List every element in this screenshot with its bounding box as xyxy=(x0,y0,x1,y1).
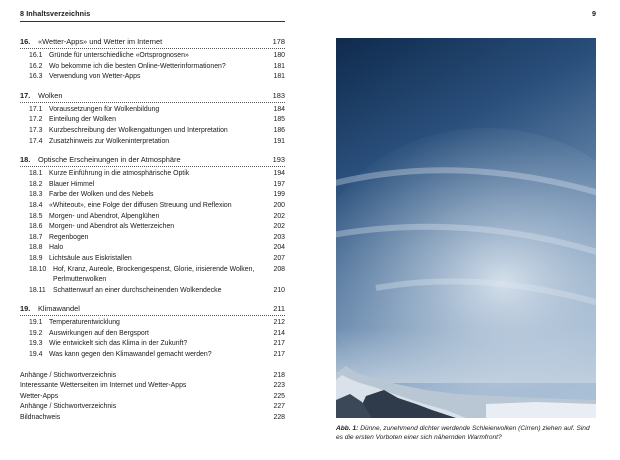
section-title: Regenbogen xyxy=(49,233,89,241)
section-number: 18.6 xyxy=(29,223,43,231)
toc-section xyxy=(20,318,285,329)
chapter-title: Optische Erscheinungen in der Atmosphäre xyxy=(38,155,181,165)
toc-chapter xyxy=(20,304,285,360)
section-number: 19.2 xyxy=(29,329,43,337)
appendix-title: Bildnachweis xyxy=(20,414,61,422)
appendix-item xyxy=(20,371,285,382)
right-page xyxy=(310,0,620,460)
section-page: 185 xyxy=(273,116,285,124)
toc-section xyxy=(20,137,285,148)
section-page: 208 xyxy=(273,265,285,273)
section-page: 217 xyxy=(273,351,285,359)
section-title: Morgen- und Abendrot, Alpenglühen xyxy=(49,212,160,220)
section-number: 19.1 xyxy=(29,319,43,327)
section-title: Verwendung von Wetter-Apps xyxy=(49,73,141,81)
section-title: Wie entwickelt sich das Klima in der Zukunft? xyxy=(49,340,188,348)
appendix-page: 227 xyxy=(273,403,285,411)
toc-section xyxy=(20,329,285,340)
page-number: 9 xyxy=(592,9,596,18)
toc-section xyxy=(20,72,285,83)
section-page: 191 xyxy=(273,137,285,145)
toc-section xyxy=(20,233,285,244)
section-page: 203 xyxy=(273,233,285,241)
section-number: 16.2 xyxy=(29,62,43,70)
section-title: Kurze Einführung in die atmosphärische Optik xyxy=(49,170,190,178)
section-page: 199 xyxy=(273,191,285,199)
toc-section xyxy=(20,350,285,361)
toc-section xyxy=(20,169,285,180)
section-number: 18.4 xyxy=(29,201,43,209)
figure-caption xyxy=(336,424,598,442)
appendix-item xyxy=(20,392,285,403)
section-title: Farbe der Wolken und des Nebels xyxy=(49,191,154,199)
toc-section xyxy=(20,62,285,73)
appendix-page: 223 xyxy=(273,382,285,390)
section-number: 19.4 xyxy=(29,351,43,359)
chapter-heading xyxy=(20,37,285,49)
toc-section xyxy=(20,212,285,223)
toc-section xyxy=(20,180,285,191)
chapter-heading xyxy=(20,155,285,167)
left-page xyxy=(0,0,300,460)
section-page: 181 xyxy=(273,73,285,81)
section-page: 181 xyxy=(273,62,285,70)
section-page: 194 xyxy=(273,170,285,178)
section-number: 17.1 xyxy=(29,105,43,113)
section-page: 207 xyxy=(273,254,285,262)
section-title: Was kann gegen den Klimawandel gemacht werden? xyxy=(49,351,212,359)
running-head: 8 Inhaltsverzeichnis xyxy=(20,9,285,22)
section-title: Auswirkungen auf den Bergsport xyxy=(49,329,149,337)
section-number: 18.7 xyxy=(29,233,43,241)
toc-section xyxy=(20,201,285,212)
toc-section xyxy=(20,265,285,286)
chapter-title: Wolken xyxy=(38,90,63,100)
section-page: 214 xyxy=(273,329,285,337)
appendix-page: 225 xyxy=(273,392,285,400)
section-page: 197 xyxy=(273,180,285,188)
section-number: 16.1 xyxy=(29,52,43,59)
section-page: 202 xyxy=(273,212,285,220)
toc-section xyxy=(20,222,285,233)
section-number: 18.3 xyxy=(29,191,43,199)
section-page: 200 xyxy=(273,201,285,209)
appendix-item xyxy=(20,381,285,392)
caption-label: Abb. 1: xyxy=(336,425,359,432)
caption-text: Dünne, zunehmend dichter werdende Schleierwolken (Cirren) ziehen auf. Sind es die ersten Vorboten einer sich nähernden Warmfront? xyxy=(336,425,590,441)
toc-section xyxy=(20,254,285,265)
sky-photo xyxy=(336,38,596,418)
section-number: 18.8 xyxy=(29,244,43,252)
section-page: 217 xyxy=(273,340,285,348)
section-title: Zusatzhinweis zur Wolkeninterpretation xyxy=(49,137,170,145)
section-page: 210 xyxy=(273,286,285,294)
appendix-title: Anhänge / Stichwortverzeichnis xyxy=(20,371,117,379)
appendix-title: Wetter-Apps xyxy=(20,392,59,400)
section-page: 186 xyxy=(273,126,285,134)
toc-chapter xyxy=(20,91,285,147)
section-title: Halo xyxy=(49,244,64,252)
chapter-page: 211 xyxy=(273,304,285,314)
section-number: 17.2 xyxy=(29,116,43,124)
chapter-number: 18. xyxy=(20,155,31,165)
toc-chapter xyxy=(20,37,285,83)
section-page: 212 xyxy=(273,319,285,327)
section-number: 18.11 xyxy=(29,286,46,294)
section-title: Wo bekomme ich die besten Online-Wetterinformationen? xyxy=(49,62,226,70)
section-page: 184 xyxy=(273,105,285,113)
section-title: Lichtsäule aus Eiskristallen xyxy=(49,254,132,262)
chapter-page: 193 xyxy=(272,155,285,165)
section-number: 16.3 xyxy=(29,73,43,81)
section-number: 17.4 xyxy=(29,137,43,145)
section-page: 204 xyxy=(273,244,285,252)
toc-section xyxy=(20,51,285,62)
appendix-title: Anhänge / Stichwortverzeichnis xyxy=(20,403,117,411)
section-number: 18.2 xyxy=(29,180,43,188)
section-page: 180 xyxy=(273,52,285,59)
section-number: 17.3 xyxy=(29,126,43,134)
section-number: 19.3 xyxy=(29,340,43,348)
table-of-contents xyxy=(20,37,285,424)
section-title: Voraussetzungen für Wolkenbildung xyxy=(49,105,160,113)
toc-section xyxy=(20,243,285,254)
section-number: 18.9 xyxy=(29,254,43,262)
chapter-page: 183 xyxy=(272,90,285,100)
section-title: Schattenwurf an einer durchscheinenden Wolkendecke xyxy=(53,286,222,294)
chapter-heading xyxy=(20,91,285,103)
appendix-page: 228 xyxy=(273,414,285,422)
chapter-page: 178 xyxy=(272,37,285,46)
toc-section xyxy=(20,339,285,350)
section-title: Temperaturentwicklung xyxy=(49,319,120,327)
section-title: Blauer Himmel xyxy=(49,180,95,188)
chapter-title: «Wetter-Apps» und Wetter im Internet xyxy=(38,37,163,46)
section-title: Einteilung der Wolken xyxy=(49,116,116,124)
appendix-page: 218 xyxy=(273,371,285,379)
section-number: 18.1 xyxy=(29,170,43,178)
section-number: 18.10 xyxy=(29,265,47,273)
appendix-item xyxy=(20,413,285,424)
section-title: Kurzbeschreibung der Wolkengattungen und Interpretation xyxy=(49,126,228,134)
section-title: Gründe für unterschiedliche «Ortsprognosen» xyxy=(49,52,189,59)
toc-section xyxy=(20,190,285,201)
toc-section xyxy=(20,115,285,126)
section-title: Hof, Kranz, Aureole, Brockengespenst, Glorie, irisierende Wolken, Perlmutterwolken xyxy=(53,265,255,284)
appendix-list xyxy=(20,371,285,424)
chapter-title: Klimawandel xyxy=(38,304,80,314)
section-title: Morgen- und Abendrot als Wetterzeichen xyxy=(49,223,175,231)
toc-section xyxy=(20,286,285,297)
chapter-heading xyxy=(20,304,285,316)
appendix-item xyxy=(20,402,285,413)
toc-chapter xyxy=(20,155,285,296)
chapter-number: 16. xyxy=(20,37,31,46)
appendix-title: Interessante Wetterseiten im Internet und Wetter-Apps xyxy=(20,382,187,390)
section-number: 18.5 xyxy=(29,212,43,220)
chapter-number: 19. xyxy=(20,304,31,314)
toc-section xyxy=(20,105,285,116)
toc-section xyxy=(20,126,285,137)
chapter-number: 17. xyxy=(20,90,31,100)
section-page: 202 xyxy=(273,223,285,231)
section-title: «Whiteout», eine Folge der diffusen Streuung und Reflexion xyxy=(49,201,232,209)
